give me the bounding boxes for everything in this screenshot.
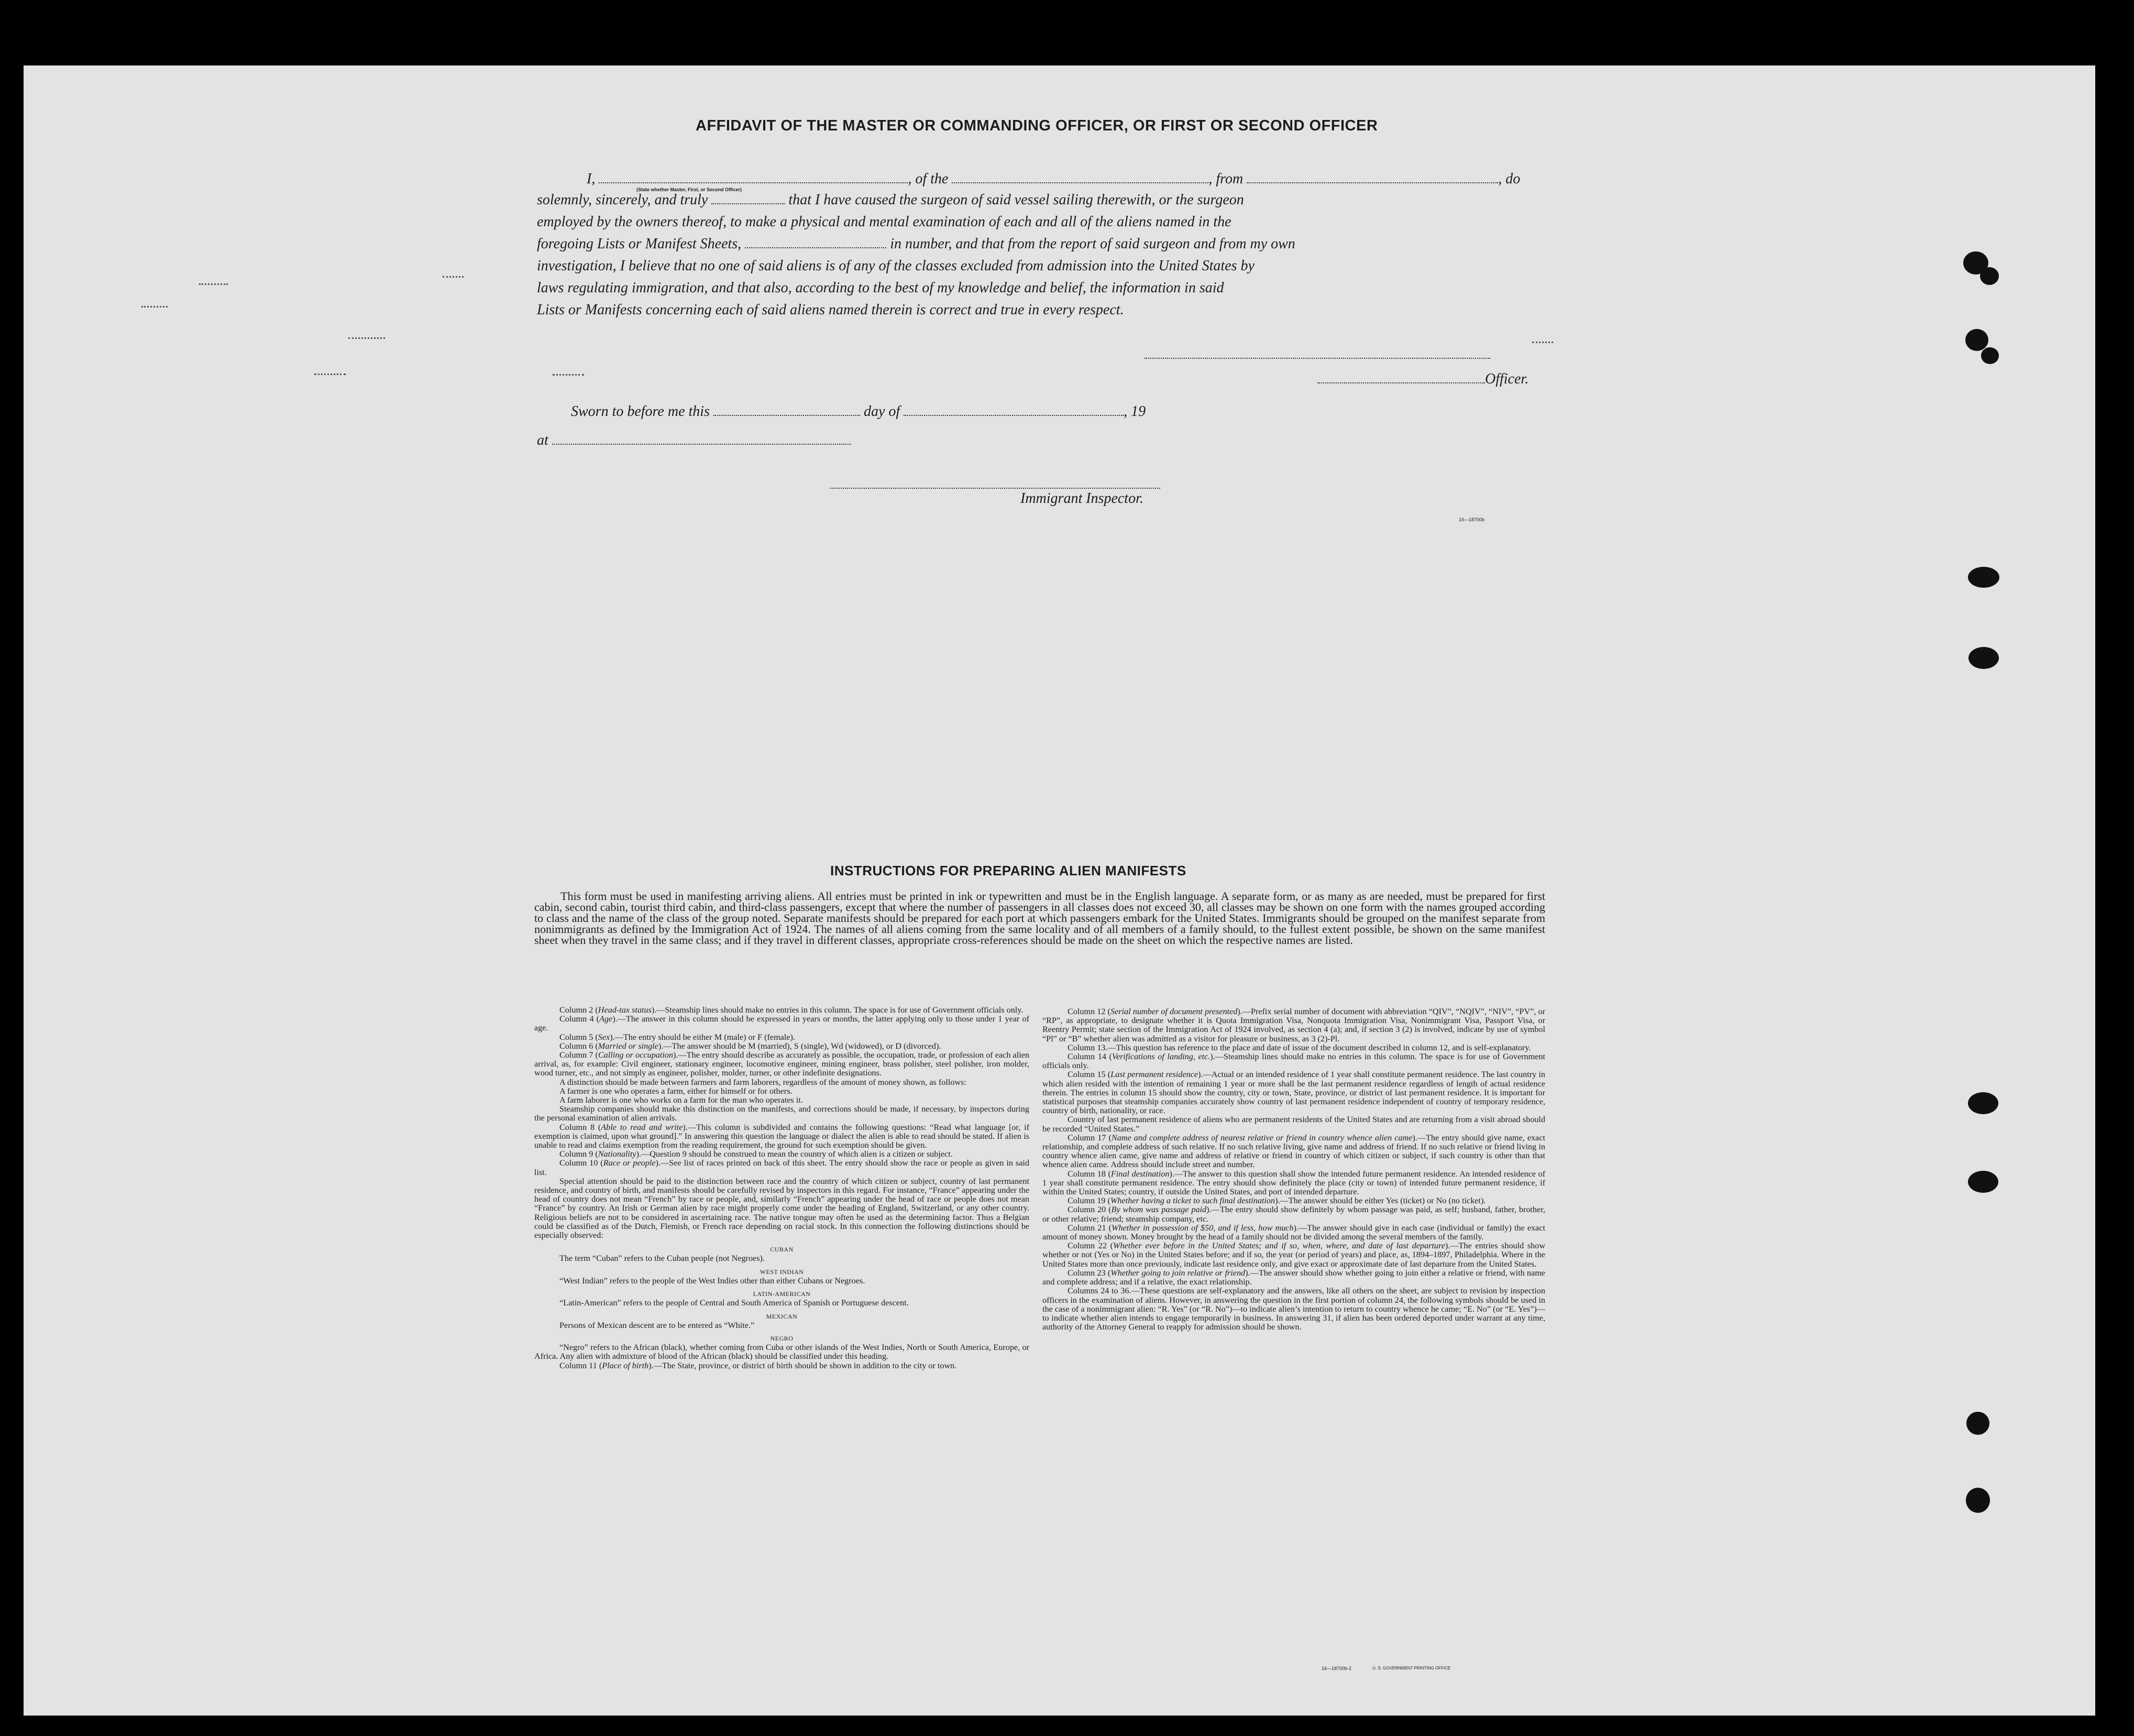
vessel-name-field[interactable]: [952, 173, 1208, 183]
farm-note: A farm laborer is one who works on a farm for the man who operates it.: [559, 1095, 803, 1105]
column-13-note: Column 13.—This question has reference to the place and date of issue of the document described in column 12, and is self-explanatory.: [1068, 1042, 1531, 1052]
punch-hole: [1968, 1092, 1998, 1114]
ink-speck: [314, 372, 346, 375]
column-9-note: Column 9 (Nationality).—Question 9 should be construed to mean the country of which alien is a citizen or subject.: [559, 1149, 953, 1159]
do-label: , do: [1498, 171, 1521, 187]
sworn-label: Sworn to before me this: [571, 403, 710, 420]
from-label: , from: [1208, 171, 1244, 187]
at-label: at: [537, 432, 548, 448]
punch-hole: [1980, 267, 1999, 285]
affidavit-text: in number, and that from the report of said surgeon and from my own: [890, 236, 1295, 252]
ink-speck: [1532, 340, 1553, 343]
signature-line[interactable]: [1145, 358, 1490, 359]
ink-speck: [553, 372, 584, 376]
column-8-note: Column 8 (Able to read and write).—This column is subdivided and contains the following questions: “Read what language [or, if exemption is claimed, upon what ground].” In answering this question the language or dialect the alien is able to read should be stated. If alien is unable to read and claims exemption from the reading requirement, the ground for such exemption should be given.: [534, 1122, 1029, 1150]
column-4-note: Column 4 (Age).—The answer in this column should be expressed in years or months, the latter applying only to those under 1 year of age.: [534, 1014, 1029, 1033]
day-of-label: day of: [863, 403, 900, 420]
punch-hole: [1966, 1412, 1989, 1435]
column-6-note: Column 6 (Married or single).—The answer should be M (married), S (single), Wd (widowed), or D (divorced).: [559, 1041, 941, 1051]
west-indian-note: “West Indian” refers to the people of the West Indies other than either Cubans or Negroes.: [559, 1276, 865, 1285]
punch-hole: [1965, 329, 1988, 351]
column-17-note: Column 17 (Name and complete address of nearest relative or friend in country whence alien came).—The entry should give name, exact relationship, and complete address of such relative. If no such relative living, give name and address of friend. If no such relative or friend living in country whence alien came, give name and address of relative or friend in country of which citizen or subject, if such country is other than that whence alien came. Address should include street and number.: [1042, 1133, 1546, 1170]
scan-edge-right: [2095, 0, 2134, 1736]
farm-note: A distinction should be made between farmers and farm laborers, regardless of the amount of money shown, as follows:: [559, 1077, 966, 1087]
officer-title-field[interactable]: [1317, 373, 1485, 383]
column-14-note: Column 14 (Verifications of landing, etc.).—Steamship lines should make no entries in this column. The space is for use of Government officials only.: [1042, 1052, 1545, 1071]
sworn-day-field[interactable]: [713, 405, 860, 416]
affidavit-line-6: laws regulating immigration, and that also, according to the best of my knowledge and belief, the information in said: [537, 280, 1224, 296]
heading-latin-american: LATIN-AMERICAN: [753, 1290, 811, 1298]
column-20-note: Column 20 (By whom was passage paid).—The entry should show definitely by whom passage was paid, as self; husband, father, brother, or other relative; friend; steamship company, etc.: [1042, 1205, 1545, 1224]
column-7-note: Column 7 (Calling or occupation).—The entry should describe as accurately as possible, the occupation, trade, or profession of each alien arrival, as, for example: Civil engineer, stationary engineer, locomotive engineer, mining engineer, brass polisher, steel polisher, iron molder, wood turner, etc., and not simply as engineer, polisher, molder, turner, or other indefinite designations.: [534, 1050, 1029, 1078]
sheet-count-field[interactable]: [745, 238, 886, 248]
affidavit-text: solemnly, sincerely, and truly: [537, 192, 708, 208]
sworn-place-field[interactable]: [552, 434, 851, 445]
affidavit-text: foregoing Lists or Manifest Sheets,: [537, 236, 742, 252]
punch-hole: [1966, 1488, 1990, 1513]
column-12-note: Column 12 (Serial number of document presented).—Prefix serial number of document with abbreviation “QIV”, “NQIV”, “NIV”, “PV”, or “RP”, as appropriate, to designate whether it is Quota Immigration Visa, Nonquota Immigration Visa, Nonimmigrant Visa, Passport Visa, or Reentry Permit; state section of the Immigration Act of 1924 involved, as section 4 (a); and, if section 3 (2) is involved, indicate by use of symbol “Pl” or “B” whether alien was admitted as a visitor for pleasure or business, as 3 (2)-Pl.: [1042, 1007, 1545, 1043]
heading-west-indian: WEST INDIAN: [760, 1268, 804, 1276]
column-21-note: Column 21 (Whether in possession of $50, and if less, how much).—The answer should give in each case (individual or family) the exact amount of money shown. Money brought by the head of a family should not be divided among the several members of the family.: [1042, 1223, 1545, 1242]
footer-form-code: 16—18700b-2: [1322, 1666, 1352, 1671]
affidavit-line-5: investigation, I believe that no one of said aliens is of any of the classes excluded from admission into the United States by: [537, 258, 1255, 274]
latin-american-note: “Latin-American” refers to the people of Central and South America of Spanish or Portuguese descent.: [559, 1298, 909, 1308]
column-10-note: Column 10 (Race or people).—See list of races printed on back of this sheet. The entry should show the race or people as given in said list.: [534, 1158, 1029, 1177]
affidavit-line-4: [537, 233, 1553, 255]
sworn-line: [571, 401, 1146, 423]
of-the-label: , of the: [908, 171, 949, 187]
affidavit-line-7: Lists or Manifests concerning each of said aliens named therein is correct and true in every respect.: [537, 302, 1124, 318]
officer-name-field[interactable]: [599, 173, 908, 183]
column-22-note: Column 22 (Whether ever before in the United States; and if so, when, where, and date of last departure).—The entries should show whether or not (Yes or No) in the United States before; and if so, the year (or period of years) and place, as, 1894–1897, Philadelphia. Where in the United States more than once previously, indicate last residence only, and give exact or approximate date of last departure from the United States.: [1042, 1241, 1546, 1269]
column-23-note: Column 23 (Whether going to join relative or friend).—The answer should show whether going to join either a relative or friend, with name and complete address; and if a relative, the exact relationship.: [1042, 1268, 1545, 1287]
instructions-title: INSTRUCTIONS FOR PREPARING ALIEN MANIFESTS: [830, 863, 1186, 878]
heading-cuban: CUBAN: [770, 1246, 794, 1254]
inspector-label: Immigrant Inspector.: [1020, 490, 1143, 507]
affidavit-line-2: [537, 189, 1553, 211]
columns-24-36-note: Columns 24 to 36.—These questions are self-explanatory and the answers, like all others on the sheet, are subject to revision by inspection officers in the examination of aliens. However, in answering the question in the first portion of column 24, the following symbols should be used in the case of a nonimmigrant alien: “R. Yes” (or “R. No”)—to indicate alien’s intention to return to country whence he came; “E. No” (or “E. Yes”)—to indicate whether alien intends to engage temporarily in business. In answering 31, if alien has been ordered deported under warrant at any time, authority of the Attorney General to reapply for admission should be shown.: [1042, 1286, 1545, 1332]
farm-note: A farmer is one who operates a farm, either for himself or for others.: [559, 1086, 793, 1096]
sworn-month-field[interactable]: [904, 405, 1124, 416]
column-19-note: Column 19 (Whether having a ticket to such final destination).—The answer should be either Yes (ticket) or No (no ticket).: [1068, 1196, 1486, 1206]
mexican-note: Persons of Mexican descent are to be entered as “White.”: [559, 1320, 755, 1330]
ink-speck: [443, 274, 464, 278]
officer-label: Officer.: [1485, 371, 1529, 387]
ink-speck: [348, 336, 385, 339]
punch-hole: [1968, 647, 1999, 669]
heading-mexican: MEXICAN: [766, 1312, 798, 1320]
blank-field[interactable]: [711, 194, 785, 204]
manifest-sheet: [24, 65, 2095, 1716]
ink-speck: [199, 282, 228, 285]
officer-line: [1317, 368, 1528, 390]
special-attention-note: Special attention should be paid to the distinction between race and the country of which citizen or subject, country of last permanent residence, and country of birth, and manifests should be carefully revised by inspectors in this regard. For instance, “France” appearing under the head of country does not mean “French” by race or people, and, similarly “French” appearing under the head of race or people does not mean “France” by country. An Irish or German alien by race might properly come under the heading of England, Switzerland, or any other country. Religious beliefs are not to be considered in ascertaining race. The native tongue may often be used as the determining factor. Thus a Belgian could be classified as of the Dutch, Flemish, or French race depending on racial stock. In this connection the following distinctions should be especially observed:: [534, 1176, 1029, 1240]
instructions-right-column: [1042, 1007, 1545, 1332]
residence-note: Country of last permanent residence of aliens who are permanent residents of the United States and are returning from a visit abroad should be recorded “United States.”: [1042, 1115, 1545, 1134]
state-officer-note: (State whether Master, First, or Second Officer): [636, 187, 742, 192]
form-code: 16—18700b: [1459, 517, 1485, 522]
punch-hole: [1968, 567, 1999, 588]
footer-printing-office: U. S. GOVERNMENT PRINTING OFFICE: [1372, 1666, 1451, 1671]
from-port-field[interactable]: [1247, 173, 1498, 183]
column-11-note: Column 11 (Place of birth).—The State, province, or district of birth should be shown in addition to the city or town.: [559, 1360, 957, 1370]
column-15-note: Column 15 (Last permanent residence).—Actual or an intended residence of 1 year shall constitute permanent residence. The last country in which alien resided with the intention of remaining 1 year or more shall be the last permanent residence regardless of length of actual residence therein. The entries in column 15 should show the country, city or town, State, province, or district of last permanent residence. It is important for statistical purposes that steamship companies accurately show country of last permanent residence independent of country of temporary residence, country of birth, nationality, or race.: [1042, 1070, 1545, 1116]
column-18-note: Column 18 (Final destination).—The answer to this question shall show the intended future permanent residence. An intended residence of 1 year shall constitute permanent residence. The entry should show definitely the place (city or town) of intended future permanent residence, if within the United States; country, if outside the United States, and port of intended departure.: [1042, 1169, 1545, 1197]
instructions-left-column: [534, 1006, 1029, 1370]
heading-negro: NEGRO: [770, 1334, 794, 1342]
instructions-intro: This form must be used in manifesting arriving aliens. All entries must be printed in ink or typewritten and must be in the English language. A separate form, or as many as are needed, must be prepared for first cabin, second cabin, tourist third cabin, and third-class passengers, except that where the number of passengers in all classes does not exceed 30, all classes may be shown on one form with the names grouped according to class and the name of the class of the group noted. Separate manifests should be prepared for each port at which passengers embark for the United States. Immigrants should be grouped on the manifest separate from nonimmigrants as defined by the Immigration Act of 1924. The names of all aliens coming from the same locality and of all members of a family should, to the fullest extent possible, be shown on the same manifest sheet when they travel in the same class; and if they travel in different classes, appropriate cross-references should be made on the sheet on which the respective names are listed.: [534, 889, 1545, 947]
steamship-note: Steamship companies should make this distinction on the manifests, and corrections should be made, if necessary, by inspectors during the personal examination of alien arrivals.: [534, 1104, 1029, 1123]
affidavit-i: I,: [587, 171, 596, 187]
affidavit-title: AFFIDAVIT OF THE MASTER OR COMMANDING OFFICER, OR FIRST OR SECOND OFFICER: [696, 117, 1378, 134]
affidavit-text: that I have caused the surgeon of said vessel sailing therewith, or the surgeon: [788, 192, 1244, 208]
negro-note: “Negro” refers to the African (black), whether coming from Cuba or other islands of the West Indies, North or South America, Europe, or Africa. Any alien with admixture of blood of the African (black) should be classified under this heading.: [534, 1343, 1029, 1361]
punch-hole: [1968, 1171, 1998, 1193]
cuban-note: The term “Cuban” refers to the Cuban people (not Negroes).: [559, 1254, 765, 1263]
column-2-note: Column 2 (Head-tax status).—Steamship lines should make no entries in this column. The space is for use of Government officials only.: [559, 1005, 1024, 1015]
punch-hole: [1981, 347, 1999, 364]
column-5-note: Column 5 (Sex).—The entry should be either M (male) or F (female).: [559, 1032, 795, 1042]
ink-speck: [141, 304, 168, 307]
year-label: , 19: [1124, 403, 1146, 420]
at-line: [537, 430, 851, 452]
affidavit-line-3: employed by the owners thereof, to make a physical and mental examination of each and all of the aliens named in the: [537, 214, 1231, 230]
